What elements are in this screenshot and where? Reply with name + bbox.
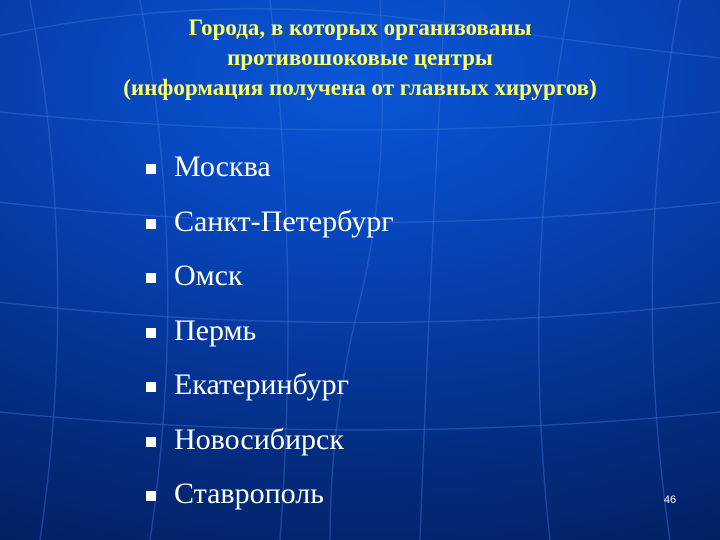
title-line-3: (информация получена от главных хирургов) (123, 75, 597, 100)
city-name: Москва (174, 150, 271, 184)
list-item-moscow (146, 140, 394, 195)
title-line-2: противошоковые центры (227, 45, 493, 70)
list-item-novosibirsk (146, 413, 394, 468)
city-name: Новосибирск (174, 422, 344, 456)
square-bullet-icon (146, 273, 156, 283)
title-line-1: Города, в которых организованы (188, 15, 532, 40)
list-item-stavropol (146, 467, 394, 522)
city-name: Омск (174, 259, 243, 293)
city-name: Ставрополь (174, 477, 324, 511)
list-item-saint-petersburg (146, 195, 394, 250)
square-bullet-icon (146, 437, 156, 447)
slide-title (0, 13, 720, 103)
square-bullet-icon (146, 328, 156, 338)
list-item-perm (146, 304, 394, 359)
square-bullet-icon (146, 219, 156, 229)
city-name: Санкт-Петербург (174, 204, 394, 238)
square-bullet-icon (146, 382, 156, 392)
page-number: 46 (663, 494, 677, 506)
city-list (146, 140, 394, 522)
square-bullet-icon (146, 491, 156, 501)
list-item-omsk (146, 249, 394, 304)
city-name: Пермь (174, 313, 257, 347)
square-bullet-icon (146, 164, 156, 174)
city-name: Екатеринбург (174, 368, 349, 402)
list-item-yekaterinburg (146, 358, 394, 413)
